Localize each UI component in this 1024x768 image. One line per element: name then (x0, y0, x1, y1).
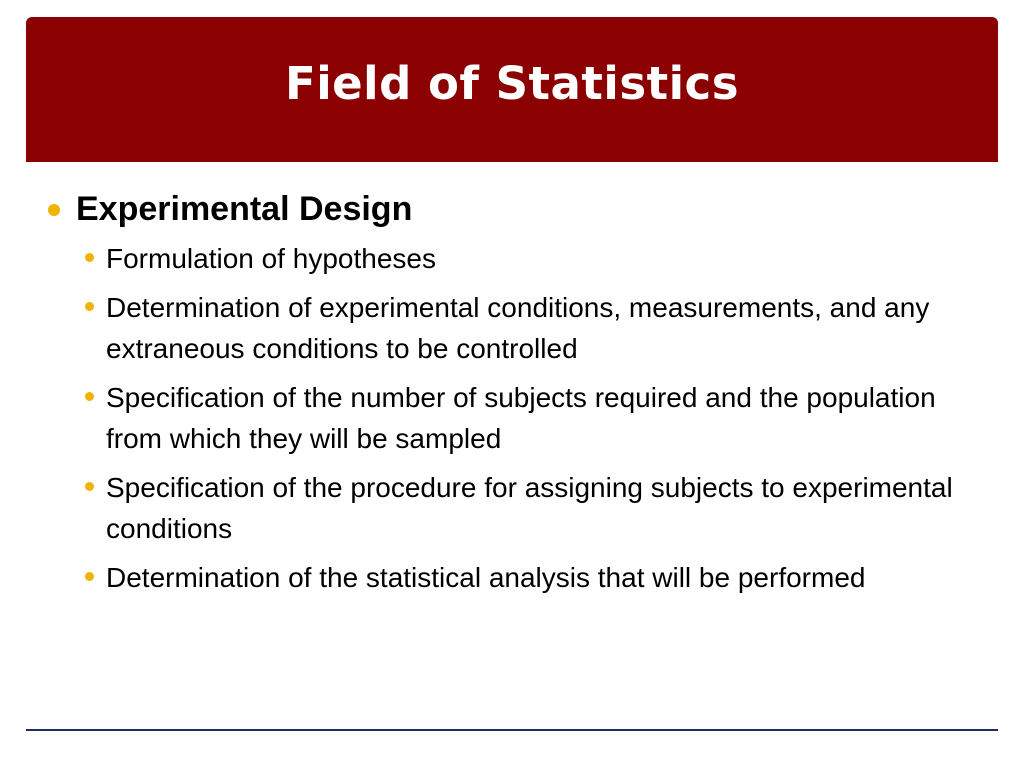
bullet-dot-icon (85, 392, 94, 401)
sub-bullet-text: Specification of the number of subjects required and the population from which they will be sampled (106, 382, 936, 454)
sub-bullet-item (85, 238, 998, 279)
title-band (26, 17, 998, 162)
bullet-dot-icon (85, 302, 94, 311)
slide-title: Field of Statistics (284, 57, 740, 110)
sub-bullet-item (85, 557, 998, 598)
slide-content (48, 186, 998, 606)
sub-bullet-text: Specification of the procedure for assigning subjects to experimental conditions (106, 472, 953, 544)
bullet-dot-icon (85, 253, 94, 262)
bullet-dot-icon (85, 572, 94, 581)
bullet-dot-icon (48, 204, 60, 216)
sub-bullet-item (85, 287, 998, 369)
sub-bullet-text: Determination of experimental conditions, measurements, and any extraneous conditions to be controlled (106, 292, 930, 364)
sub-bullet-item (85, 467, 998, 549)
sub-bullet-list (48, 238, 998, 598)
section-heading: Experimental Design (76, 190, 413, 228)
sub-bullet-text: Formulation of hypotheses (106, 243, 436, 274)
sub-bullet-text: Determination of the statistical analysis that will be performed (106, 562, 866, 593)
bullet-dot-icon (85, 482, 94, 491)
bullet-item-level1 (48, 186, 998, 232)
footer-divider (26, 729, 998, 731)
sub-bullet-item (85, 377, 998, 459)
